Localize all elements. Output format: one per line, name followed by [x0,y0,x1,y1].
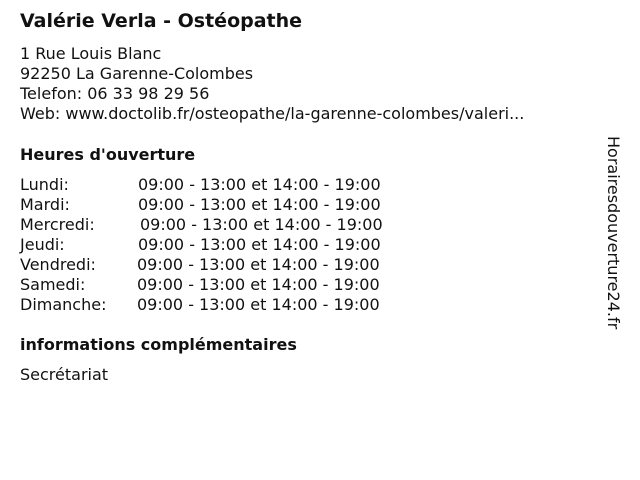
day-label: Jeudi: [20,235,65,254]
website-link[interactable]: Web: www.doctolib.fr/osteopathe/la-garenne-colombes/valeri... [20,104,525,123]
opening-hours-heading: Heures d'ouverture [20,145,196,164]
day-label: Samedi: [20,275,86,294]
address-city: 92250 La Garenne-Colombes [20,64,254,83]
day-label: Lundi: [20,175,69,194]
time-range: 09:00 - 13:00 et 14:00 - 19:00 [138,235,381,254]
address-street: 1 Rue Louis Blanc [20,44,162,63]
time-range: 09:00 - 13:00 et 14:00 - 19:00 [138,195,381,214]
additional-info-text: Secrétariat [20,365,109,384]
day-label: Mercredi: [20,215,95,234]
day-label: Vendredi: [20,255,96,274]
time-range: 09:00 - 13:00 et 14:00 - 19:00 [137,275,380,294]
site-watermark: Horairesdouverture24.fr [604,136,623,330]
phone-number: Telefon: 06 33 98 29 56 [20,84,210,103]
page-title: Valérie Verla - Ostéopathe [20,10,303,32]
time-range: 09:00 - 13:00 et 14:00 - 19:00 [140,215,383,234]
time-range: 09:00 - 13:00 et 14:00 - 19:00 [137,255,380,274]
day-label: Mardi: [20,195,70,214]
time-range: 09:00 - 13:00 et 14:00 - 19:00 [137,295,380,314]
day-label: Dimanche: [20,295,107,314]
time-range: 09:00 - 13:00 et 14:00 - 19:00 [138,175,381,194]
additional-info-heading: informations complémentaires [20,335,297,354]
